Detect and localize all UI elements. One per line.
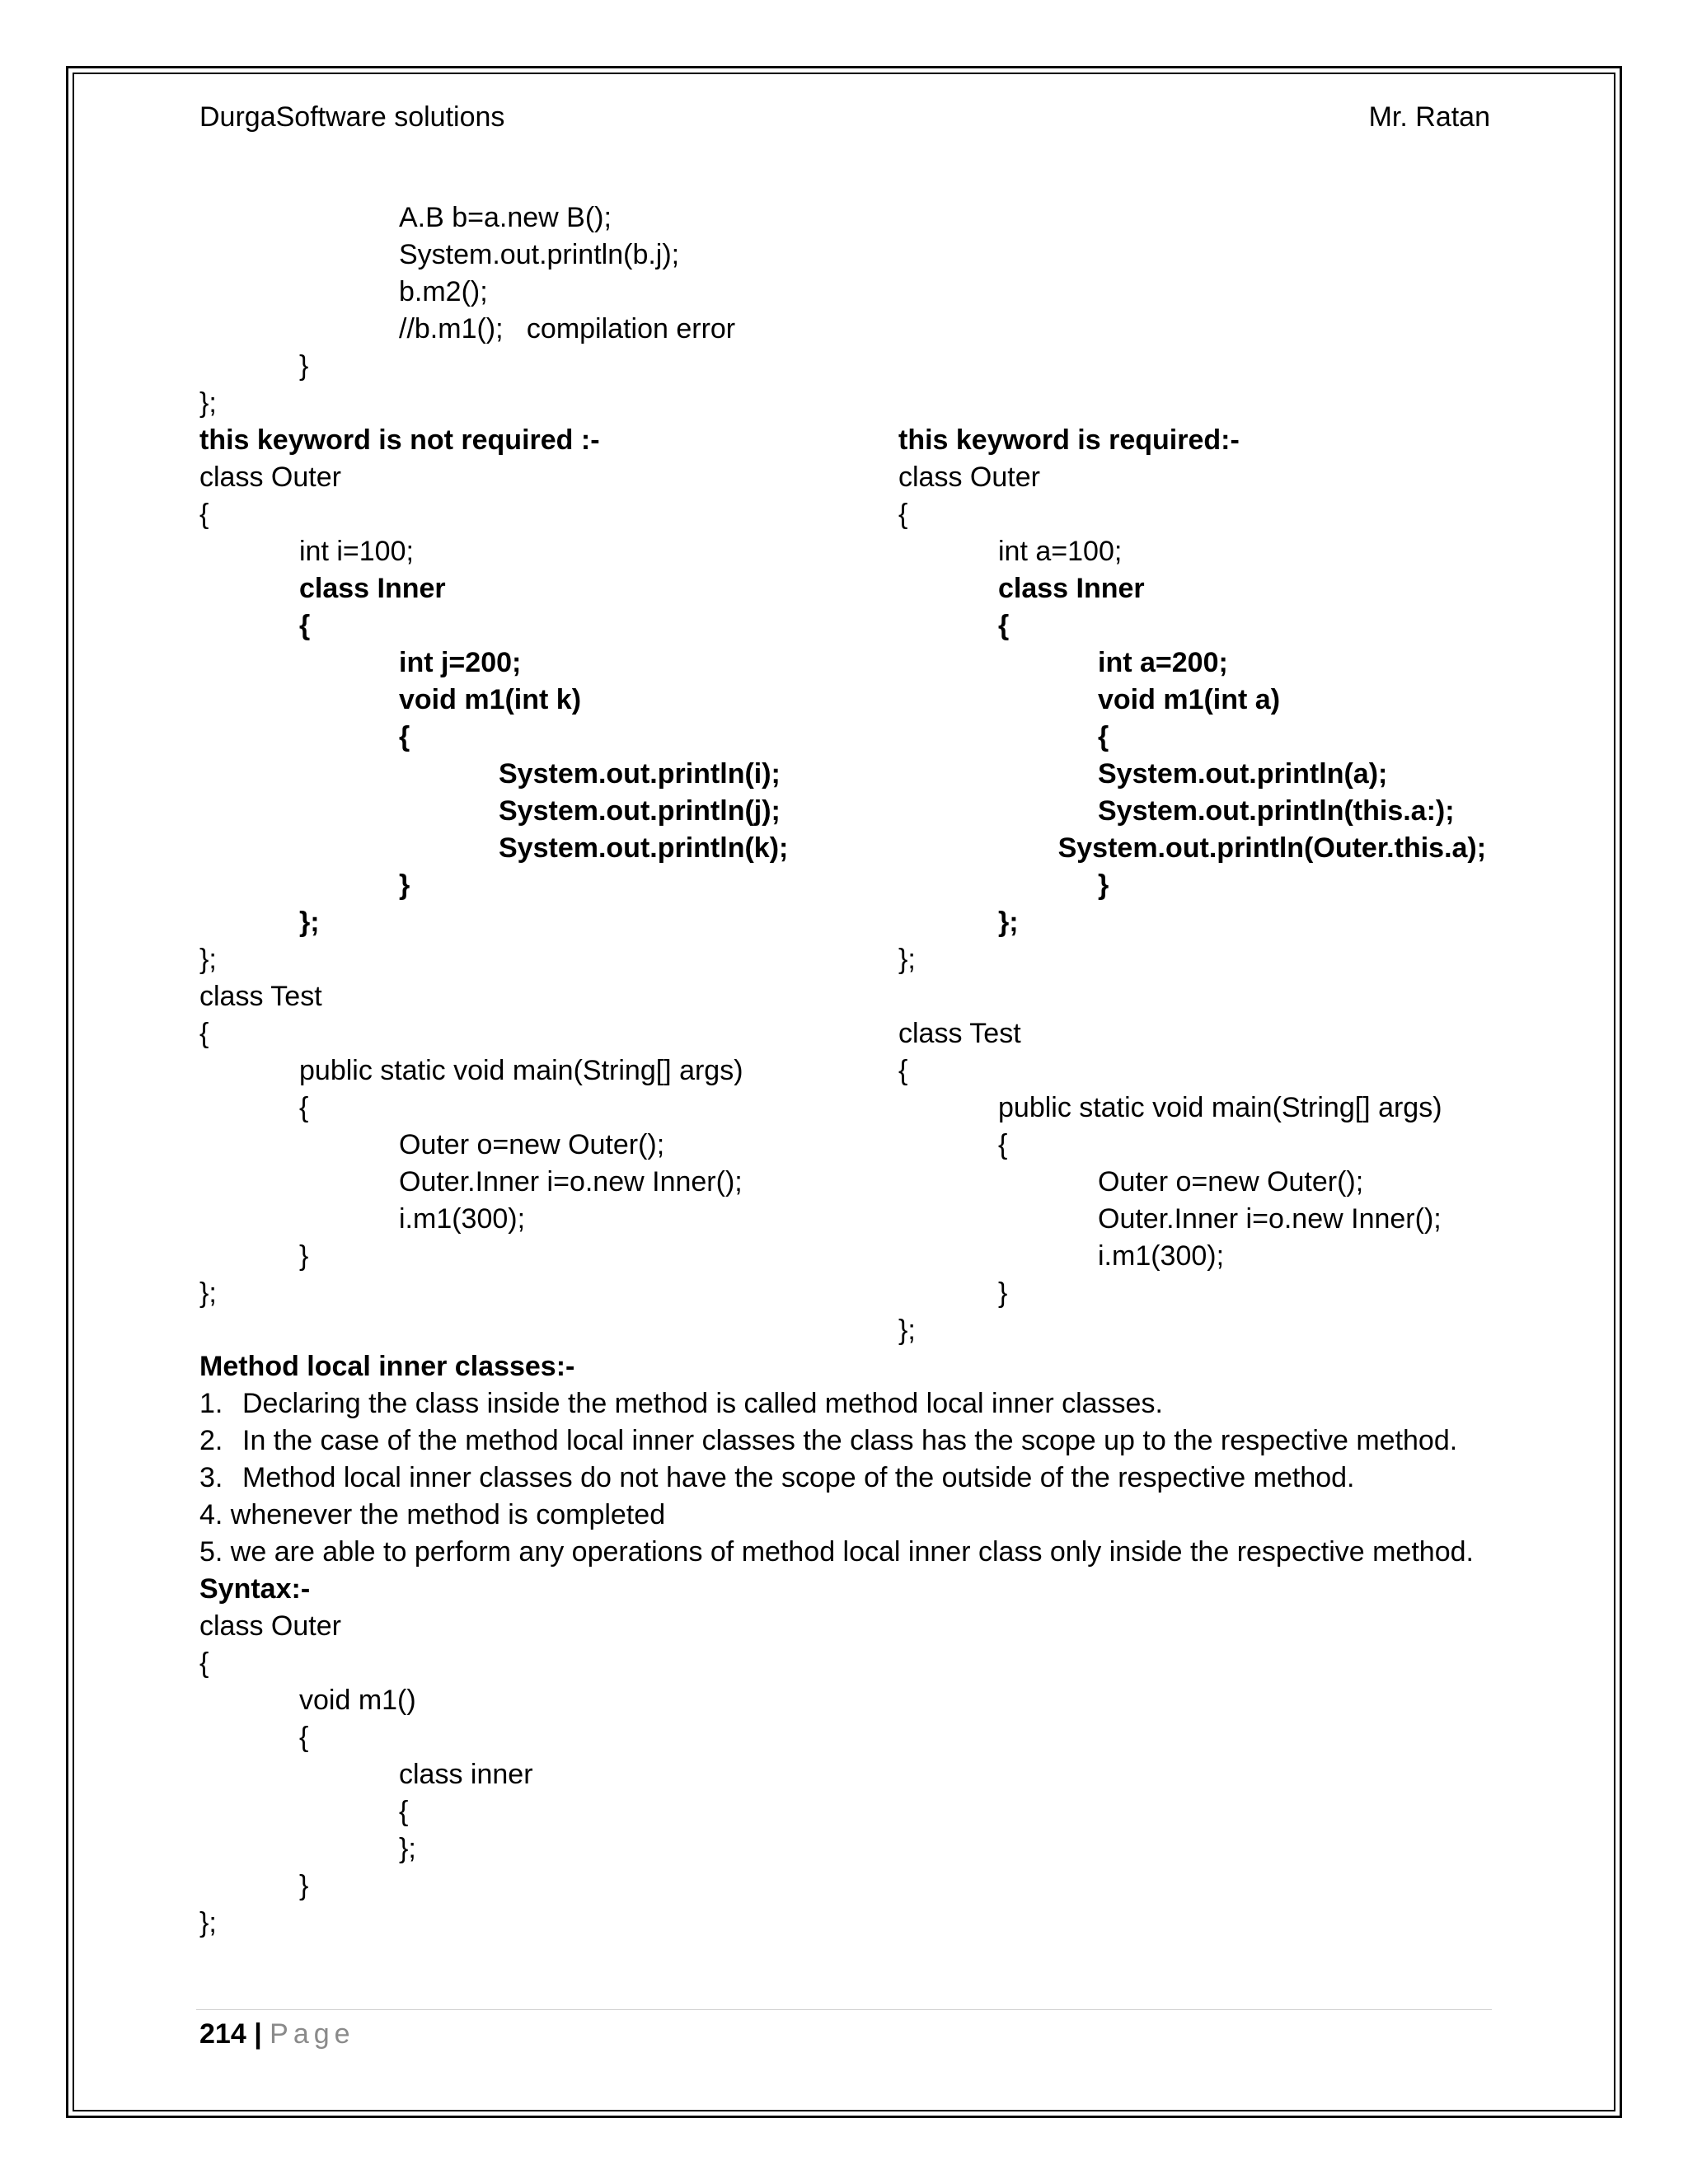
- syntax-code-line: void m1(): [299, 1685, 416, 1716]
- top-code-line: A.B b=a.new B();: [399, 202, 612, 233]
- right-code-line: };: [898, 944, 916, 975]
- syntax-code-line: class inner: [399, 1759, 533, 1790]
- top-code-line: System.out.println(b.j);: [399, 239, 680, 270]
- footer-divider: [196, 2009, 1492, 2010]
- left-code-line: System.out.println(j);: [499, 795, 781, 827]
- left-code-line: public static void main(String[] args): [299, 1055, 743, 1086]
- right-code-line: class Test: [898, 1018, 1021, 1049]
- syntax-code-line: class Outer: [199, 1610, 341, 1642]
- right-code-line: public static void main(String[] args): [998, 1092, 1442, 1123]
- method-local-heading: Method local inner classes:-: [199, 1351, 575, 1382]
- left-code-line: {: [199, 499, 209, 530]
- left-code-line: Outer.Inner i=o.new Inner();: [399, 1166, 743, 1197]
- syntax-code-line: {: [399, 1796, 409, 1827]
- left-code-line: void m1(int k): [399, 684, 582, 715]
- point-3-text: Method local inner classes do not have the scope of the outside of the respective method.: [242, 1462, 1355, 1493]
- left-code-line: class Test: [199, 981, 322, 1012]
- point-1-text: Declaring the class inside the method is called method local inner classes.: [242, 1388, 1163, 1419]
- left-code-line: {: [299, 610, 311, 641]
- right-code-line: }: [998, 1277, 1008, 1309]
- right-code-line: i.m1(300);: [1098, 1240, 1225, 1272]
- left-code-line: {: [399, 721, 410, 752]
- syntax-heading: Syntax:-: [199, 1573, 311, 1605]
- right-code-line: Outer.Inner i=o.new Inner();: [1098, 1203, 1442, 1235]
- point-1-number: 1.: [199, 1388, 223, 1419]
- right-code-line: };: [898, 1315, 916, 1346]
- right-code-line: this keyword is required:-: [898, 424, 1240, 456]
- top-code-line: //b.m1(); compilation error: [399, 313, 736, 344]
- left-code-line: i.m1(300);: [399, 1203, 526, 1235]
- right-code-line: class Outer: [898, 462, 1040, 493]
- page-label: Page: [270, 2018, 355, 2050]
- right-code-line: System.out.println(a);: [1098, 758, 1388, 790]
- point-2-text: In the case of the method local inner classes the class has the scope up to the respective method.: [242, 1425, 1458, 1456]
- right-code-line: System.out.println(Outer.this.a);: [1057, 832, 1487, 864]
- header-publisher: DurgaSoftware solutions: [199, 101, 505, 133]
- page-number: 214: [199, 2018, 246, 2050]
- point-3-number: 3.: [199, 1462, 223, 1493]
- right-code-line: int a=200;: [1098, 647, 1228, 678]
- left-code-line: System.out.println(i);: [499, 758, 781, 790]
- left-code-line: Outer o=new Outer();: [399, 1129, 665, 1160]
- left-code-line: };: [199, 944, 217, 975]
- left-code-line: }: [299, 1240, 309, 1272]
- right-code-line: {: [998, 610, 1010, 641]
- point-2-number: 2.: [199, 1425, 223, 1456]
- right-code-line: int a=100;: [998, 536, 1123, 567]
- left-code-line: int j=200;: [399, 647, 522, 678]
- left-code-line: this keyword is not required :-: [199, 424, 600, 456]
- right-code-line: void m1(int a): [1098, 684, 1281, 715]
- left-code-line: };: [299, 907, 320, 938]
- left-code-line: };: [199, 1277, 217, 1309]
- right-code-line: }: [1098, 869, 1109, 901]
- right-code-line: System.out.println(this.a:);: [1098, 795, 1455, 827]
- top-code-line: };: [199, 387, 217, 419]
- right-code-line: {: [898, 1055, 908, 1086]
- left-code-line: System.out.println(k);: [499, 832, 789, 864]
- point-5: 5. we are able to perform any operations of method local inner class only inside the respective method.: [199, 1536, 1474, 1568]
- left-code-line: {: [299, 1092, 309, 1123]
- header-author: Mr. Ratan: [1368, 101, 1490, 133]
- left-code-line: class Outer: [199, 462, 341, 493]
- point-4: 4. whenever the method is completed: [199, 1499, 666, 1530]
- right-code-line: };: [998, 907, 1019, 938]
- left-code-line: int i=100;: [299, 536, 414, 567]
- syntax-code-line: };: [199, 1907, 217, 1938]
- syntax-code-line: {: [299, 1722, 309, 1753]
- page-footer: [199, 2016, 355, 2053]
- top-code-line: b.m2();: [399, 276, 488, 307]
- syntax-code-line: }: [299, 1870, 309, 1901]
- right-code-line: Outer o=new Outer();: [1098, 1166, 1364, 1197]
- right-code-line: {: [1098, 721, 1109, 752]
- syntax-code-line: };: [399, 1833, 416, 1864]
- top-code-line: }: [299, 350, 309, 382]
- left-code-line: class Inner: [299, 573, 446, 604]
- syntax-code-line: {: [199, 1647, 209, 1679]
- left-code-line: }: [399, 869, 410, 901]
- left-code-line: {: [199, 1018, 209, 1049]
- right-code-line: {: [998, 1129, 1008, 1160]
- footer-separator: |: [254, 2018, 262, 2050]
- right-code-line: class Inner: [998, 573, 1145, 604]
- right-code-line: {: [898, 499, 908, 530]
